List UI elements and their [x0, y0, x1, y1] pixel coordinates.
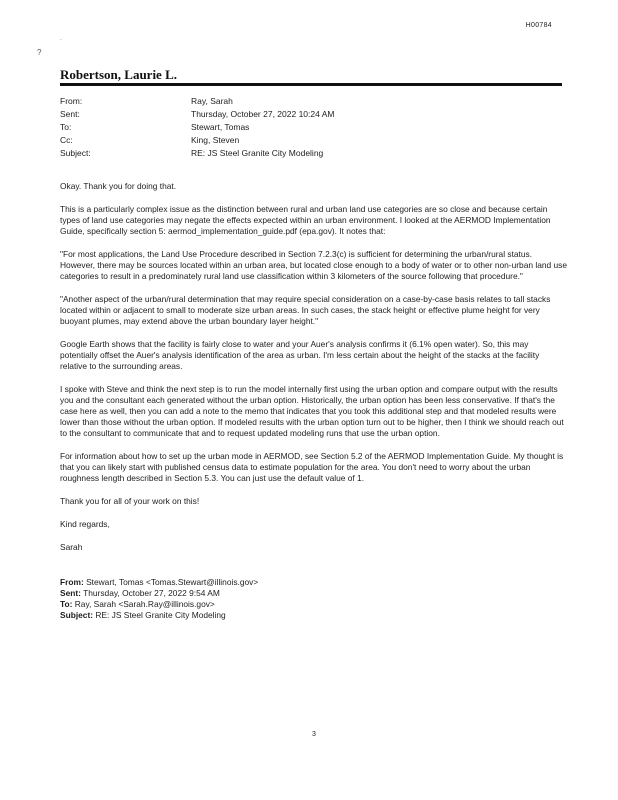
header-label: Cc: — [60, 135, 73, 145]
header-row-subject — [60, 148, 560, 161]
header-row-cc — [60, 135, 560, 148]
header-value: King, Steven — [191, 135, 240, 145]
header-value: Thursday, October 27, 2022 10:24 AM — [191, 109, 335, 119]
header-row-to — [60, 122, 560, 135]
header-label: Subject: — [60, 148, 91, 158]
email-headers — [60, 96, 560, 161]
corner-mark: ? — [37, 48, 42, 57]
header-value: Stewart, Tomas — [191, 122, 250, 132]
quoted-subject-line: Subject: RE: JS Steel Granite City Modeling — [60, 610, 226, 620]
email-body — [60, 181, 568, 621]
bates-number: H00784 — [525, 22, 552, 29]
stray-mark: . — [60, 36, 62, 42]
thanks-line: Thank you for all of your work on this! — [60, 496, 200, 506]
header-label: From: — [60, 96, 83, 106]
greeting: Okay. Thank you for doing that. — [60, 181, 177, 191]
header-value: Ray, Sarah — [191, 96, 233, 106]
header-row-from — [60, 96, 560, 109]
header-label: Sent: — [60, 109, 80, 119]
body-paragraph: Google Earth shows that the facility is fairly close to water and your Auer's analysis confirms it (6.1% open water). So, this may potentially offset the Auer's analysis identification of the area as urban. I'm less certain about the height of the stacks at the facility relative to the surrounding areas. — [60, 339, 540, 371]
header-value: RE: JS Steel Granite City Modeling — [191, 148, 324, 158]
quoted-sent-line: Sent: Thursday, October 27, 2022 9:54 AM — [60, 588, 220, 598]
quoted-guidance-paragraph: "Another aspect of the urban/rural determination that may require special consideration on a case-by-case basis relates to tall stacks located within or adjacent to small to moderate size urban areas. In such cases, the stack height or effective plume height for very buoyant plumes, may extend above the urban boundary layer height." — [60, 294, 551, 326]
body-paragraph: This is a particularly complex issue as the distinction between rural and urban land use categories are so close and because certain types of land use categories may negate the effects expected within an urban environment. I looked at the AERMOD Implementation Guide, specifically section 5: aermod_implementation_guide.pdf (epa.gov). It notes that: — [60, 204, 551, 236]
quoted-to-line: To: Ray, Sarah <Sarah.Ray@illinois.gov> — [60, 599, 215, 609]
body-paragraph: I spoke with Steve and think the next step is to run the model internally first using the urban option and compare output with the results you and the consultant each generated without the urban option. Historically, the urban option has been less conservative. If that's the case here as well, then you can add a note to the memo that indicates that you took this additional step and that modeled results were lower than those without the urban option. If modeled results with the urban option turn out to be higher, then I think we should reach out to the consultant to communicate that and to request updated modeling runs that use the urban option. — [60, 384, 564, 438]
quoted-message-header — [60, 577, 568, 621]
signature: Sarah — [60, 542, 83, 552]
header-label: To: — [60, 122, 72, 132]
signoff: Kind regards, — [60, 519, 110, 529]
body-paragraph: For information about how to set up the urban mode in AERMOD, see Section 5.2 of the AERMOD Implementation Guide. My thought is that you can likely start with published census data to estimate population for the area. You don't need to worry about the urban roughness length described in Section 5.3. You can just use the default value of 1. — [60, 451, 564, 483]
page-number: 3 — [312, 731, 316, 738]
quoted-guidance-paragraph: "For most applications, the Land Use Procedure described in Section 7.2.3(c) is sufficient for determining the urban/rural status. However, there may be sources located within an urban area, but located close enough to a body of water or to other non-urban land use categories to result in a predominately rural land use classification within 3 kilometers of the source following that procedure." — [60, 249, 568, 281]
header-row-sent — [60, 109, 560, 122]
quoted-from-line: From: Stewart, Tomas <Tomas.Stewart@illinois.gov> — [60, 577, 259, 587]
header-divider — [60, 83, 562, 86]
mailbox-owner-name: Robertson, Laurie L. — [60, 67, 177, 82]
